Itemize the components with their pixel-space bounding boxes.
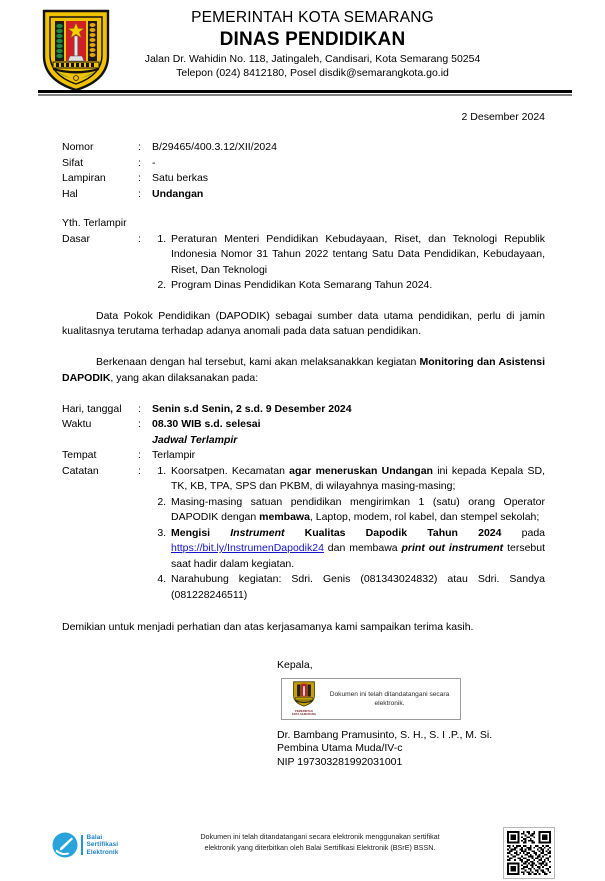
field-sifat [62,156,545,172]
qr-code-icon[interactable] [503,827,555,879]
detail-catatan-label: Catatan [62,464,99,477]
catatan-3-instrument: Instrument [230,526,285,539]
field-sifat-value: - [152,156,156,169]
field-hal-colon: : [138,187,141,200]
field-hal-value: Undangan [152,187,204,200]
semarang-city-crest-icon [40,8,112,92]
letterhead [0,0,605,82]
catatan-1-emphasis: agar meneruskan Undangan [289,464,433,477]
recipient-line: Yth. Terlampir [62,217,127,229]
catatan-3-pre: Mengisi [171,526,231,539]
detail-waktu-label: Waktu [62,418,92,431]
catatan-3-post: dan membawa [323,542,402,555]
field-dasar [62,232,545,294]
detail-hari-label: Hari, tanggal [62,402,122,415]
catatan-3-mid: Kualitas Dapodik Tahun 2024 [284,526,502,539]
detail-catatan [62,464,545,604]
field-nomor-value: B/29465/400.3.12/XII/2024 [152,141,277,153]
bsre-word-3: Elektronik [86,848,119,856]
catatan-2-pre: Masing-masing satuan pendidikan mengirimkan 1 (satu) orang Operator DAPODIK dengan [171,495,545,524]
catatan-3-printout: print out instrument [401,542,504,555]
catatan-item-4: 4. Narahubung kegiatan: Sdri. Genis (081343024832) atau Sdri. Sandya (081228246511) [169,572,545,603]
stamp-crest-icon [289,681,319,716]
field-sifat-label: Sifat [62,156,84,169]
detail-hari [62,402,545,418]
contact-line: Telepon (024) 8412180, Posel disdik@semarangkota.go.id [176,67,449,79]
paragraph-2-post: , yang akan dilaksanakan pada: [110,371,259,384]
detail-waktu [62,417,545,448]
signature-block [62,658,545,770]
field-lampiran-colon: : [138,172,141,184]
catatan-item-2 [169,495,545,526]
stamp-caption-1: PEMERINTAH [295,710,313,714]
footer-disclaimer-line-2: elektronik yang diterbitkan oleh Balai Sertifikasi Elektronik (BSrE) BSSN. [204,842,436,852]
catatan-1-pre: Koorsatpen. Kecamatan [171,464,290,477]
header-divider [38,90,572,96]
instrument-form-link[interactable]: https://bit.ly/InstrumenDapodik24 [171,542,324,555]
field-dasar-colon: : [138,232,141,245]
stamp-text: Dokumen ini telah ditandatangani secara elektronik. [329,690,450,707]
detail-hari-value: Senin s.d Senin, 2 s.d. 9 Desember 2024 [152,402,352,415]
signer-nip: NIP 197303281992031001 [277,755,403,768]
letter-body [62,110,545,769]
signature-title: Kepala, [277,658,313,671]
field-lampiran-label: Lampiran [62,172,106,184]
footer-disclaimer [150,832,490,853]
field-hal-label: Hal [62,187,78,200]
dasar-item: 2. Program Dinas Pendidikan Kota Semarang Tahun 2024. [169,278,545,294]
signer-name: Dr. Bambang Pramusinto, S. H., S. I .P., M. Si. [277,728,493,741]
detail-waktu-schedule: Jadwal Terlampir [152,433,238,446]
catatan-item-3 [169,526,545,573]
bsre-circle-icon [52,832,78,858]
dasar-item: 1. Peraturan Menteri Pendidikan Kebudayaan, Riset, dan Teknologi Republik Indonesia Nomor 31 Tahun 2022 tentang Satu Data Pendidikan, Kebudayaan, Riset, Dan Teknologi [169,232,545,279]
detail-catatan-colon: : [138,464,141,477]
detail-tempat-colon: : [138,449,141,462]
field-nomor-colon: : [138,141,141,153]
bsre-word-2: Sertifikasi [86,841,119,849]
catatan-3-pada: pada [501,526,545,539]
paragraph-2-pre: Berkenaan dengan hal tersebut, kami akan melaksanakkan kegiatan [96,356,420,369]
catatan-2-emphasis: membawa [259,511,310,524]
event-details [62,402,545,604]
department-name: DINAS PENDIDIKAN [219,29,406,50]
closing-paragraph: Demikian untuk menjadi perhatian dan atas kerjasamanya kami sampaikan terima kasih. [62,621,474,634]
catatan-1-post: ini kepada Kepala SD, TK, KB, TPA, SPS dan PKBM, di wilayahnya masing-masing; [171,464,545,493]
catatan-list [152,464,545,604]
detail-hari-colon: : [138,402,141,415]
detail-tempat-label: Tempat [62,449,97,462]
bsre-wordmark [87,834,119,856]
stamp-caption-2: KOTA SEMARANG [291,713,317,717]
address-line: Jalan Dr. Wahidin No. 118, Jatingaleh, Candisari, Kota Semarang 50254 [144,53,481,65]
document-footer [0,824,605,881]
bsre-word-1: Balai [86,833,103,841]
detail-tempat [62,448,545,464]
footer-disclaimer-line-1: Dokumen ini telah ditandatangani secara elektronik menggunakan sertifikat [200,832,440,841]
field-lampiran-value: Satu berkas [152,172,209,184]
government-name: PEMERINTAH KOTA SEMARANG [191,9,434,26]
field-dasar-label: Dasar [62,232,91,245]
catatan-2-post: , Laptop, modem, rol kabel, dan stempel sekolah; [309,511,540,524]
detail-tempat-value: Terlampir [152,449,196,462]
signer-details [277,729,545,770]
dasar-list [152,232,545,294]
catatan-item-1 [169,464,545,495]
paragraph-1: Data Pokok Pendidikan (DAPODIK) sebagai sumber data utama pendidikan, perlu di jamin kualitasnya terutama terhadap adanya anomali pada data satuan pendidikan. [62,309,545,338]
field-hal [62,187,545,203]
bsre-divider [81,835,83,855]
paragraph-2-emphasis: Monitoring dan Asistensi DAPODIK [62,356,545,384]
field-sifat-colon: : [138,156,141,169]
field-nomor [62,140,545,156]
catatan-3-tail: tersebut saat hadir dalam kegiatan. [171,542,546,570]
paragraph-2 [62,355,545,387]
electronic-signature-stamp [281,678,461,720]
bsre-logo [52,832,118,858]
letter-date: 2 Desember 2024 [461,111,545,123]
field-nomor-label: Nomor [62,141,94,153]
detail-waktu-colon: : [138,418,141,431]
field-lampiran [62,171,545,187]
detail-waktu-value: 08.30 WIB s.d. selesai [152,418,261,431]
signer-rank: Pembina Utama Muda/IV-c [277,742,403,755]
